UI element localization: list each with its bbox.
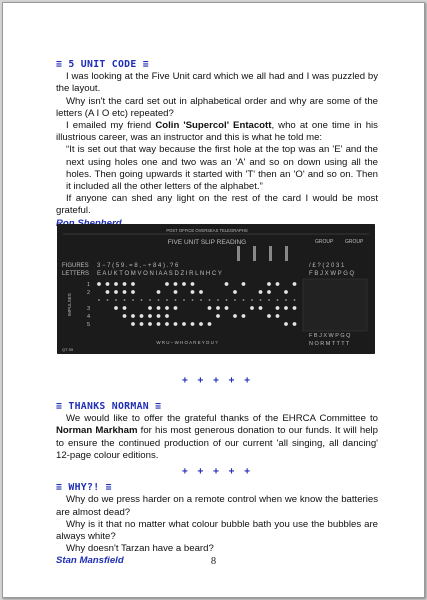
punched-hole — [165, 306, 169, 310]
punched-hole — [131, 282, 135, 286]
svg-text:2: 2 — [87, 290, 91, 296]
card-org-text: POST OFFICE OVERSEAS TELEGRAPHS — [166, 228, 248, 233]
punched-hole — [284, 322, 288, 326]
punched-hole — [225, 282, 229, 286]
sprocket-hole — [166, 299, 168, 301]
punched-hole — [165, 322, 169, 326]
section-heading-why: ≡ WHY?! ≡ — [56, 482, 112, 494]
punched-hole — [191, 322, 195, 326]
punched-hole — [174, 290, 178, 294]
sprocket-hole — [234, 299, 236, 301]
sprocket-hole — [158, 299, 160, 301]
page — [2, 2, 425, 598]
punched-hole — [250, 306, 254, 310]
sprocket-hole — [268, 299, 270, 301]
card-bottom-right-norm: N O R M T T T T — [309, 341, 350, 347]
punched-hole — [267, 314, 271, 318]
sprocket-hole — [141, 299, 143, 301]
punched-hole — [199, 290, 203, 294]
sprocket-hole — [132, 299, 134, 301]
punched-hole — [174, 282, 178, 286]
punched-hole — [157, 306, 161, 310]
card-letters-row: E A U K T O M V O N I A A S D Z I R L N H C Y — [97, 271, 222, 277]
card-letters-label: LETTERS — [62, 271, 90, 277]
punched-hole — [165, 282, 169, 286]
punched-hole — [293, 306, 297, 310]
section-heading-thanks-norman: ≡ THANKS NORMAN ≡ — [56, 401, 162, 413]
paragraph: Why is it that no matter what colour bubble bath you use the bubbles are always white? — [56, 518, 378, 543]
punched-hole — [106, 290, 110, 294]
punched-hole — [174, 322, 178, 326]
punched-hole — [140, 314, 144, 318]
punched-hole — [259, 306, 263, 310]
punched-hole — [157, 314, 161, 318]
sprocket-hole — [98, 299, 100, 301]
section-heading-5-unit-code: ≡ 5 UNIT CODE ≡ — [56, 59, 149, 70]
punched-hole — [259, 290, 263, 294]
sprocket-hole — [107, 299, 109, 301]
person-name: Norman Markham — [56, 425, 138, 437]
punched-hole — [216, 306, 220, 310]
punched-hole — [276, 306, 280, 310]
sprocket-hole — [217, 299, 219, 301]
punched-hole — [284, 306, 288, 310]
card-bottom-text: W R U – W H O A R E Y O U ? — [156, 340, 218, 345]
punched-hole — [267, 290, 271, 294]
quotation: “It is set out that way because the first hole at the top was an 'E' and the next using holes one and two was an 'A' and so on down using all the holes. Then going upwards it started with 'T' then an 'O' and so on. Then it included all the other letters of the alphabet.” — [66, 144, 378, 193]
sprocket-hole — [251, 299, 253, 301]
sprocket-hole — [175, 299, 177, 301]
paragraph: Why isn't the card set out in alphabetical order and why are some of the letters (A I O etc) repeated? — [56, 95, 378, 119]
punched-hole — [293, 282, 297, 286]
paragraph-text: We would like to offer the grateful thanks of the EHRCA Committee to — [66, 413, 378, 425]
paragraph: I was looking at the Five Unit card which we all had and I was puzzled by the layout. — [56, 71, 378, 95]
punched-hole — [157, 322, 161, 326]
punched-hole — [199, 322, 203, 326]
card-figures-row: 3 − 7 ( 5 9 . = 8 , − + 8 4 ) . ? 6 — [97, 263, 179, 269]
punched-hole — [191, 290, 195, 294]
paragraph: Why do we press harder on a remote control when we know the batteries are almost dead? — [56, 494, 378, 518]
punched-hole — [148, 306, 152, 310]
punched-hole — [191, 282, 195, 286]
card-corner-text: QT 59 — [62, 347, 74, 352]
section-divider: + + + + + — [182, 466, 252, 478]
sprocket-hole — [260, 299, 262, 301]
card-group-right: GROUP — [345, 239, 364, 245]
sprocket-hole — [285, 299, 287, 301]
sprocket-hole — [209, 299, 211, 301]
punched-hole — [182, 322, 186, 326]
punched-hole — [165, 314, 169, 318]
paragraph — [56, 413, 378, 462]
punched-hole — [123, 282, 127, 286]
section-divider: + + + + + — [182, 374, 252, 386]
paragraph: Why doesn't Tarzan have a beard? — [66, 543, 214, 555]
punched-hole — [123, 290, 127, 294]
sprocket-hole — [124, 299, 126, 301]
svg-text:4: 4 — [87, 314, 91, 320]
punched-hole — [276, 282, 280, 286]
sprocket-hole — [277, 299, 279, 301]
paragraph-text: , who at one time in his illustrious career, was an instructor and this is what he told me: — [56, 120, 378, 144]
punched-hole — [131, 290, 135, 294]
card-impulses-label: IMPULSES — [67, 293, 72, 316]
sprocket-hole — [200, 299, 202, 301]
punched-hole — [157, 290, 161, 294]
punched-hole — [131, 314, 135, 318]
punched-hole — [225, 306, 229, 310]
author-byline: Stan Mansfield — [56, 555, 124, 567]
punched-hole — [216, 314, 220, 318]
punched-hole — [276, 314, 280, 318]
punched-hole — [174, 306, 178, 310]
punched-hole — [114, 306, 118, 310]
card-figures-right: / £ ? ( 2 0 3 1 — [309, 263, 345, 269]
punched-hole — [131, 322, 135, 326]
punched-hole — [208, 322, 212, 326]
punched-hole — [293, 322, 297, 326]
person-name: Colin 'Supercol' Entacott — [155, 120, 272, 132]
punched-hole — [148, 322, 152, 326]
paragraph: If anyone can shed any light on the rest of the card I would be most grateful. — [56, 193, 378, 217]
card-title: FIVE UNIT SLIP READING — [167, 239, 247, 246]
punched-hole — [114, 290, 118, 294]
punched-hole — [123, 314, 127, 318]
paragraph — [56, 120, 378, 144]
sprocket-hole — [192, 299, 194, 301]
punched-hole — [208, 306, 212, 310]
sprocket-hole — [183, 299, 185, 301]
sprocket-hole — [115, 299, 117, 301]
sprocket-hole — [226, 299, 228, 301]
punched-hole — [106, 282, 110, 286]
punched-hole — [123, 306, 127, 310]
punched-hole — [97, 282, 101, 286]
punched-hole — [233, 290, 237, 294]
sprocket-hole — [243, 299, 245, 301]
punched-hole — [267, 282, 271, 286]
card-bottom-right-letters: F B J X W P G Q — [309, 333, 351, 339]
svg-text:1: 1 — [87, 282, 91, 288]
punched-hole — [182, 282, 186, 286]
punched-hole — [284, 290, 288, 294]
svg-text:5: 5 — [87, 322, 91, 328]
paragraph-text: for his most generous donation to our funds. It will help to ensure the continued production of our current 'all singing, all dancing' 12-page colour editions. — [56, 425, 378, 461]
sprocket-hole — [149, 299, 151, 301]
card-letters-right: F B J X W P G Q — [309, 271, 355, 277]
svg-text:3: 3 — [87, 306, 91, 312]
card-group-left: GROUP — [315, 239, 334, 245]
punched-hole — [233, 314, 237, 318]
punched-hole — [148, 314, 152, 318]
paragraph-text: I emailed my friend — [66, 120, 156, 132]
page-number: 8 — [210, 556, 217, 567]
punched-hole — [242, 282, 246, 286]
card-figures-label: FIGURES — [62, 263, 89, 269]
punched-hole — [140, 322, 144, 326]
punched-hole — [114, 282, 118, 286]
punched-hole — [242, 314, 246, 318]
sprocket-hole — [294, 299, 296, 301]
five-unit-card-photo — [57, 224, 375, 354]
